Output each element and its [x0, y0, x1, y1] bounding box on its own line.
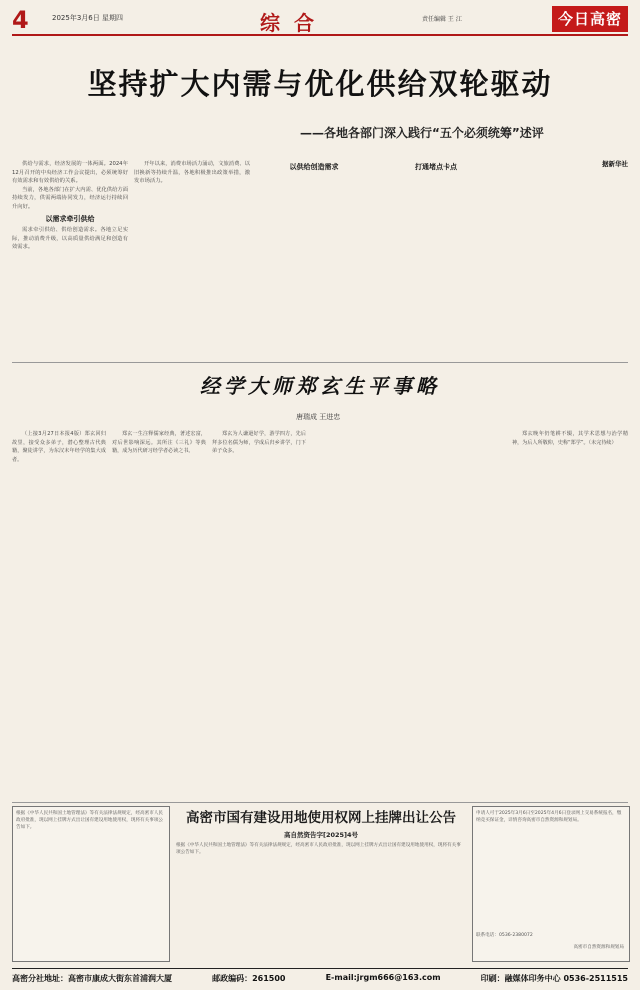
- notice-issuer: 高密市自然资源和规划局: [573, 945, 624, 950]
- editors: 责任编辑 王 江: [422, 16, 462, 23]
- notice-title: 高密市国有建设用地使用权网上挂牌出让公告: [186, 810, 456, 826]
- article1-subhead: ——各地各部门深入践行“五个必须统筹”述评: [300, 126, 544, 140]
- article2-headline: 经学大师郑玄生平事略: [200, 374, 440, 398]
- article1-paragraph: 供给与需求，经济发展的一体两面。2024年12月召开的中央经济工作会议提出，必须统筹好有效需求和有效供给的关系。: [12, 161, 128, 185]
- article1-column-5: [500, 160, 628, 356]
- section-head: 以需求牵引供给: [45, 214, 95, 223]
- notice-right-text: 申请人可于2025年3月6日至2025年4月6日登录网上交易系统报名，缴纳竞买保证金，详情咨询高密市自然资源和规划局。: [476, 811, 622, 823]
- issue-date: 2025年3月6日 星期四: [52, 14, 123, 22]
- article2-paragraph: 郑玄晚年仍笔耕不辍，其学术思想与治学精神，为后人所敬仰，史称“郑学”。（未完待续）: [512, 431, 628, 446]
- article2-column-1: [12, 430, 106, 800]
- notice-contact: 联系电话：0536-2380072: [476, 933, 533, 938]
- section-divider: [12, 802, 628, 803]
- article2-column-6: [512, 430, 628, 800]
- footer-postcode: 邮政编码：261500: [212, 974, 286, 983]
- article2-column-2: [112, 430, 206, 800]
- article1-column-2: [134, 160, 250, 356]
- article2-paragraph: 郑玄为人谦逊好学，游学四方，先后拜多位名儒为师，学成后归乡讲学，门下弟子众多。: [212, 431, 306, 455]
- article1-signature: 据新华社: [602, 160, 628, 168]
- footer-printer: 印刷：融媒体印务中心 0536-2511515: [480, 974, 628, 983]
- article1-column-1: [12, 160, 128, 356]
- notice-left-text: 根据《中华人民共和国土地管理法》等有关法律法规规定，经高密市人民政府批准，现以网上挂牌方式出让国有建设用地使用权，现将有关事项公告如下。: [16, 811, 164, 830]
- notice-body: 根据《中华人民共和国土地管理法》等有关法律法规规定，经高密市人民政府批准，现以网上挂牌方式出让国有建设用地使用权，现将有关事项公告如下。: [176, 843, 461, 855]
- notice-subtitle: 高自然资告字[2025]4号: [283, 831, 359, 839]
- article1-paragraph: 开年以来，消费市场活力涌动，文旅消费、以旧换新等持续升温，各地积极推出政策举措，激发市场活力。: [134, 161, 250, 185]
- page-footer: [12, 968, 628, 984]
- article1-column-3: [256, 160, 372, 356]
- section-title: 综合: [260, 11, 328, 35]
- section-head: 打通堵点卡点: [415, 163, 457, 171]
- section-head: 以供给创造需求: [289, 163, 339, 171]
- article2-paragraph: （上接3月27日本报4版）郑玄回归故里，接受众多弟子，潜心整理古代典籍，聚徒讲学，为东汉末年经学的集大成者。: [12, 431, 106, 463]
- article2-column-3: [212, 430, 306, 800]
- section-divider: [12, 362, 628, 363]
- article1-column-4: [378, 160, 494, 356]
- page-number: 4: [12, 6, 29, 34]
- article1-paragraph: 需求牵引供给、供给创造需求。各地立足实际，推动消费升级，以高质量供给满足和创造有效需求。: [12, 227, 128, 251]
- masthead-logo: 今日高密: [552, 6, 628, 32]
- footer-email: E-mail:jrgm666@163.com: [325, 973, 441, 982]
- article2-column-4: [312, 430, 406, 800]
- page-header: [12, 6, 628, 36]
- article2-byline: 唐瑞成 王进忠: [296, 413, 341, 421]
- article1-headline: 坚持扩大内需与优化供给双轮驱动: [87, 67, 553, 101]
- article1-paragraph: 当前，各地各部门在扩大内需、优化供给方面持续发力，供需两端协同发力，经济运行持续回升向好。: [12, 186, 128, 210]
- article2-paragraph: 郑玄一生注释儒家经典，著述宏富，对后世影响深远。其所注《三礼》等典籍，成为历代研习经学者必读之书。: [112, 431, 206, 455]
- article2-column-5: [412, 430, 506, 800]
- footer-address: 高密分社地址：高密市康成大街东首浦润大厦: [12, 974, 172, 983]
